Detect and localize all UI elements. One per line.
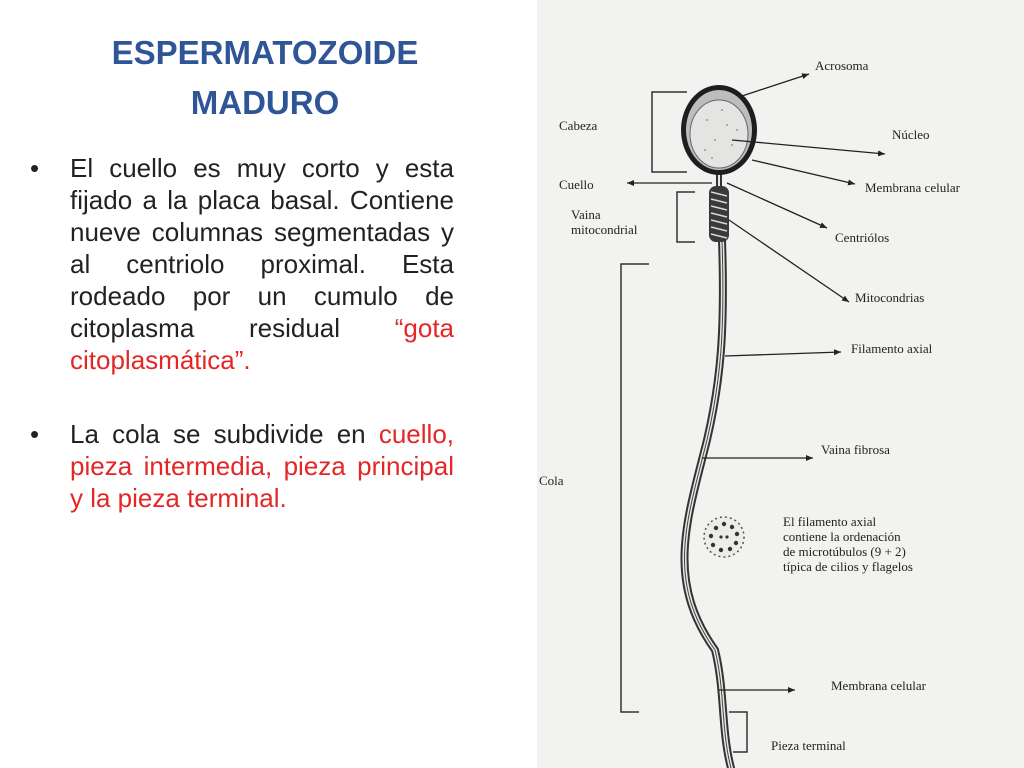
label-mitocondrias: Mitocondrias <box>855 290 925 305</box>
label-filamento-axial: Filamento axial <box>851 341 933 356</box>
bracket-cola <box>621 264 649 712</box>
bullet-highlight: cuello, pieza intermedia, pieza principal y la pieza terminal. <box>70 419 454 513</box>
pointer-membrana-1 <box>752 160 855 184</box>
label-vaina-mitocondrial-line1: Vaina <box>571 207 601 222</box>
sperm-diagram-drawing <box>537 0 1024 768</box>
pointer-centriolos <box>727 183 827 228</box>
pointer-filamento <box>725 352 841 356</box>
bullet-text: La cola se subdivide en <box>70 419 379 449</box>
bullet-list <box>30 152 454 514</box>
bullet-cola <box>30 418 454 514</box>
sperm-diagram <box>537 0 1024 768</box>
slide-title <box>60 28 470 128</box>
label-cabeza: Cabeza <box>559 118 598 133</box>
label-acrosoma: Acrosoma <box>815 58 869 73</box>
label-pieza-terminal: Pieza terminal <box>771 738 846 753</box>
label-membrana-celular-1: Membrana celular <box>865 180 960 195</box>
label-cuello: Cuello <box>559 177 594 192</box>
bracket-vaina <box>677 192 695 242</box>
pointer-mitocondrias <box>729 220 849 302</box>
label-centriolos: Centriólos <box>835 230 890 245</box>
bracket-pieza-terminal <box>729 712 747 752</box>
label-nucleo: Núcleo <box>892 127 930 142</box>
pointer-nucleo <box>732 140 885 154</box>
bullet-cuello <box>30 152 454 376</box>
nucleus <box>690 100 748 168</box>
label-membrana-celular-2: Membrana celular <box>831 678 926 693</box>
label-cola: Cola <box>539 473 564 488</box>
pointer-acrosoma <box>742 74 809 96</box>
title-line-1: ESPERMATOZOIDE <box>111 34 419 71</box>
axoneme-cross-section <box>704 517 744 557</box>
label-vaina-mitocondrial-line2: mitocondrial <box>571 222 638 237</box>
label-vaina-fibrosa: Vaina fibrosa <box>821 442 890 457</box>
note-filamento-axial: El filamento axial contiene la ordenación de microtúbulos (9 + 2) típica de cilios y flagelos <box>783 514 913 574</box>
bullet-text: El cuello es muy corto y esta fijado a la placa basal. Contiene nueve columnas segmentadas y al centriolo proximal. Esta rodeado por un cumulo de citoplasma residual <box>70 153 454 343</box>
title-line-2: MADURO <box>190 84 340 121</box>
bullet-highlight: “gota citoplasmática”. <box>70 313 454 375</box>
